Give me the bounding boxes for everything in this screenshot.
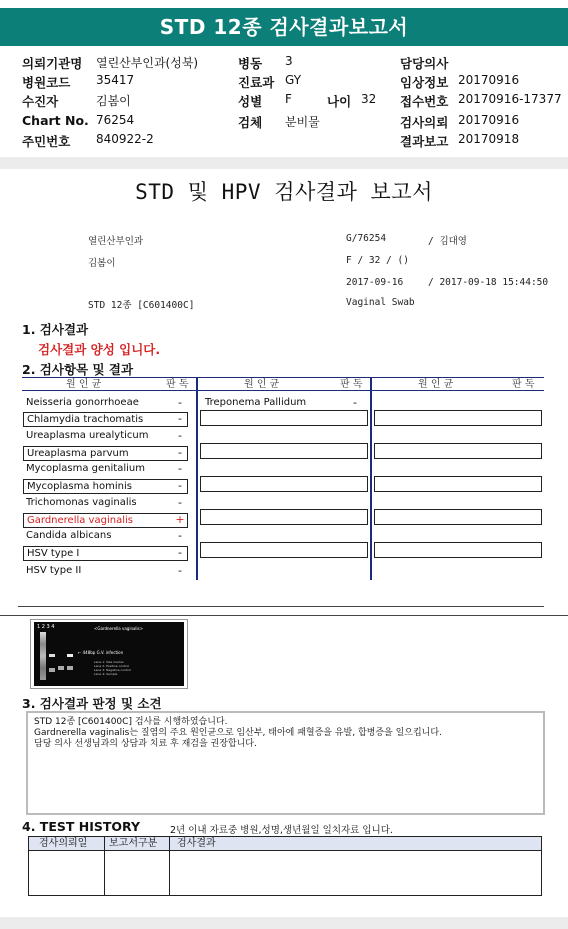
opinion-line: Gardnerella vaginalis는 질염의 주요 원인균으로 임산부, 태아에 패혈증을 유발, 합병증을 일으킵니다. — [34, 728, 442, 738]
pathogen-item: HSV type I — [23, 546, 188, 561]
info-label: 수진자 — [22, 94, 59, 109]
section-1-title: 1. 검사결과 — [22, 322, 89, 337]
pathogen-result: - — [178, 529, 182, 542]
info-value: 20170916 — [458, 113, 520, 127]
section-divider — [0, 157, 568, 169]
info-value: 32 — [361, 92, 377, 106]
pathogen-result: - — [178, 396, 182, 409]
section-3-title: 3. 검사결과 판정 및 소견 — [22, 696, 162, 711]
info-label: 나이 — [327, 94, 352, 109]
meta-hospital: 열린산부인과 — [88, 236, 144, 247]
col-judge-header: 판 독 — [166, 379, 189, 390]
pathogen-item: Treponema Pallidum — [205, 397, 307, 408]
history-col-divider — [169, 837, 170, 895]
history-col-divider — [104, 837, 105, 895]
info-label: 주민번호 — [22, 134, 71, 149]
gel-electrophoresis-image — [34, 622, 184, 686]
empty-cell — [374, 509, 542, 525]
pathogen-item-positive: Gardnerella vaginalis — [23, 513, 188, 528]
history-table — [28, 836, 542, 896]
pathogen-result: - — [178, 446, 182, 459]
table-divider — [370, 377, 372, 580]
patient-info — [0, 54, 568, 154]
gel-legend: Lane 3: Negative control — [94, 668, 131, 672]
col-pathogen-header: 원 인 균 — [66, 379, 102, 390]
info-label: 담당의사 — [400, 56, 449, 71]
empty-cell — [374, 476, 542, 492]
empty-cell — [200, 443, 368, 459]
pathogen-item: Trichomonas vaginalis — [26, 497, 137, 508]
pathogen-result: - — [353, 396, 357, 409]
pathogen-item: Candida albicans — [26, 530, 112, 541]
gel-legend: Lane 1: Size marker — [94, 660, 124, 664]
pathogen-result: - — [178, 429, 182, 442]
report-title: STD 및 HPV 검사결과 보고서 — [135, 180, 433, 204]
pathogen-item: Mycoplasma hominis — [23, 479, 188, 494]
info-label: Chart No. — [22, 113, 89, 128]
info-label: 검사의뢰 — [400, 115, 449, 130]
opinion-box — [26, 711, 545, 815]
table-divider — [196, 377, 198, 580]
gel-legend: Lane 4: Sample — [94, 672, 118, 676]
meta-sex-age: F / 32 / () — [346, 255, 409, 266]
info-value: 35417 — [96, 73, 135, 87]
result-table-header — [22, 377, 544, 391]
gel-band-label: ← 448bp G.V. infection — [78, 650, 124, 655]
meta-patient: 김봄이 — [88, 258, 116, 269]
gel-band — [49, 654, 55, 657]
gel-band — [67, 654, 73, 657]
col-judge-header: 판 독 — [340, 379, 363, 390]
info-label: 의뢰기관명 — [22, 56, 83, 71]
pathogen-item: Ureaplasma parvum — [23, 446, 188, 461]
history-col-header: 보고서구분 — [109, 838, 158, 849]
info-value: 840922-2 — [96, 132, 154, 146]
section-2-title: 2. 검사항목 및 결과 — [22, 362, 134, 377]
info-value: 김봄이 — [96, 94, 131, 108]
gel-band — [58, 666, 64, 670]
info-value: 20170916 — [458, 73, 520, 87]
info-label: 병동 — [238, 56, 263, 71]
positive-result-text: 검사결과 양성 입니다. — [38, 342, 161, 357]
pathogen-result-positive: + — [175, 513, 185, 526]
info-value: GY — [285, 73, 302, 87]
empty-cell — [374, 443, 542, 459]
history-note: 2년 이내 자료중 병원,성명,생년월일 일치자료 입니다. — [170, 825, 393, 836]
info-value: 20170916-17377 — [458, 92, 562, 106]
empty-cell — [374, 410, 542, 426]
info-label: 결과보고 — [400, 134, 449, 149]
info-value: 20170918 — [458, 132, 520, 146]
meta-date-report: / 2017-09-18 15:44:50 — [428, 277, 549, 288]
divider — [18, 606, 544, 607]
gel-band — [67, 666, 73, 670]
section-4-title: 4. TEST HISTORY — [22, 819, 141, 834]
info-label: 접수번호 — [400, 94, 449, 109]
empty-cell — [200, 476, 368, 492]
empty-cell — [200, 542, 368, 558]
info-value: F — [285, 92, 292, 106]
meta-doctor: / 김대영 — [428, 236, 467, 247]
pathogen-result: - — [178, 479, 182, 492]
meta-specimen: Vaginal Swab — [346, 297, 415, 308]
info-value: 76254 — [96, 113, 135, 127]
info-label: 임상정보 — [400, 75, 449, 90]
gel-lane-numbers: 1 2 3 4 — [37, 624, 55, 630]
info-label: 병원코드 — [22, 75, 71, 90]
pathogen-item: Mycoplasma genitalium — [26, 463, 145, 474]
pathogen-result: - — [178, 546, 182, 559]
history-table-header — [29, 837, 541, 851]
col-judge-header: 판 독 — [512, 379, 535, 390]
meta-test: STD 12종 [C601400C] — [88, 300, 195, 311]
info-value: 분비물 — [285, 115, 320, 129]
gel-title: <Gardnerella vaginalis> — [94, 626, 144, 631]
meta-date-request: 2017-09-16 — [346, 277, 404, 288]
pathogen-item: Ureaplasma urealyticum — [26, 430, 149, 441]
pathogen-item: Neisseria gonorrhoeae — [26, 397, 139, 408]
opinion-line: STD 12종 [C601400C] 검사를 시행하였습니다. — [34, 717, 228, 727]
col-pathogen-header: 원 인 균 — [244, 379, 280, 390]
pathogen-item: Chlamydia trachomatis — [23, 412, 188, 427]
gel-legend: Lane 2: Positive control — [94, 664, 130, 668]
info-label: 진료과 — [238, 75, 275, 90]
history-col-header: 검사결과 — [177, 838, 216, 849]
gel-band — [49, 668, 55, 672]
gel-lane-marker — [40, 632, 46, 680]
pathogen-result: - — [178, 412, 182, 425]
empty-cell — [200, 410, 368, 426]
pathogen-result: - — [178, 564, 182, 577]
meta-chart: G/76254 — [346, 233, 387, 244]
page-footer-bar — [0, 917, 568, 929]
pathogen-item: HSV type II — [26, 565, 82, 576]
info-label: 검체 — [238, 115, 263, 130]
report-banner-title: STD 12종 검사결과보고서 — [0, 8, 568, 46]
opinion-line: 담당 의사 선생님과의 상담과 치료 후 재검을 권장합니다. — [34, 739, 257, 749]
empty-cell — [200, 509, 368, 525]
info-value: 열린산부인과(성북) — [96, 56, 199, 70]
info-label: 성별 — [238, 94, 263, 109]
pathogen-result: - — [178, 496, 182, 509]
col-pathogen-header: 원 인 균 — [418, 379, 454, 390]
info-value: 3 — [285, 54, 293, 68]
divider — [0, 615, 568, 616]
pathogen-result: - — [178, 462, 182, 475]
history-col-header: 검사의뢰일 — [39, 838, 88, 849]
empty-cell — [374, 542, 542, 558]
